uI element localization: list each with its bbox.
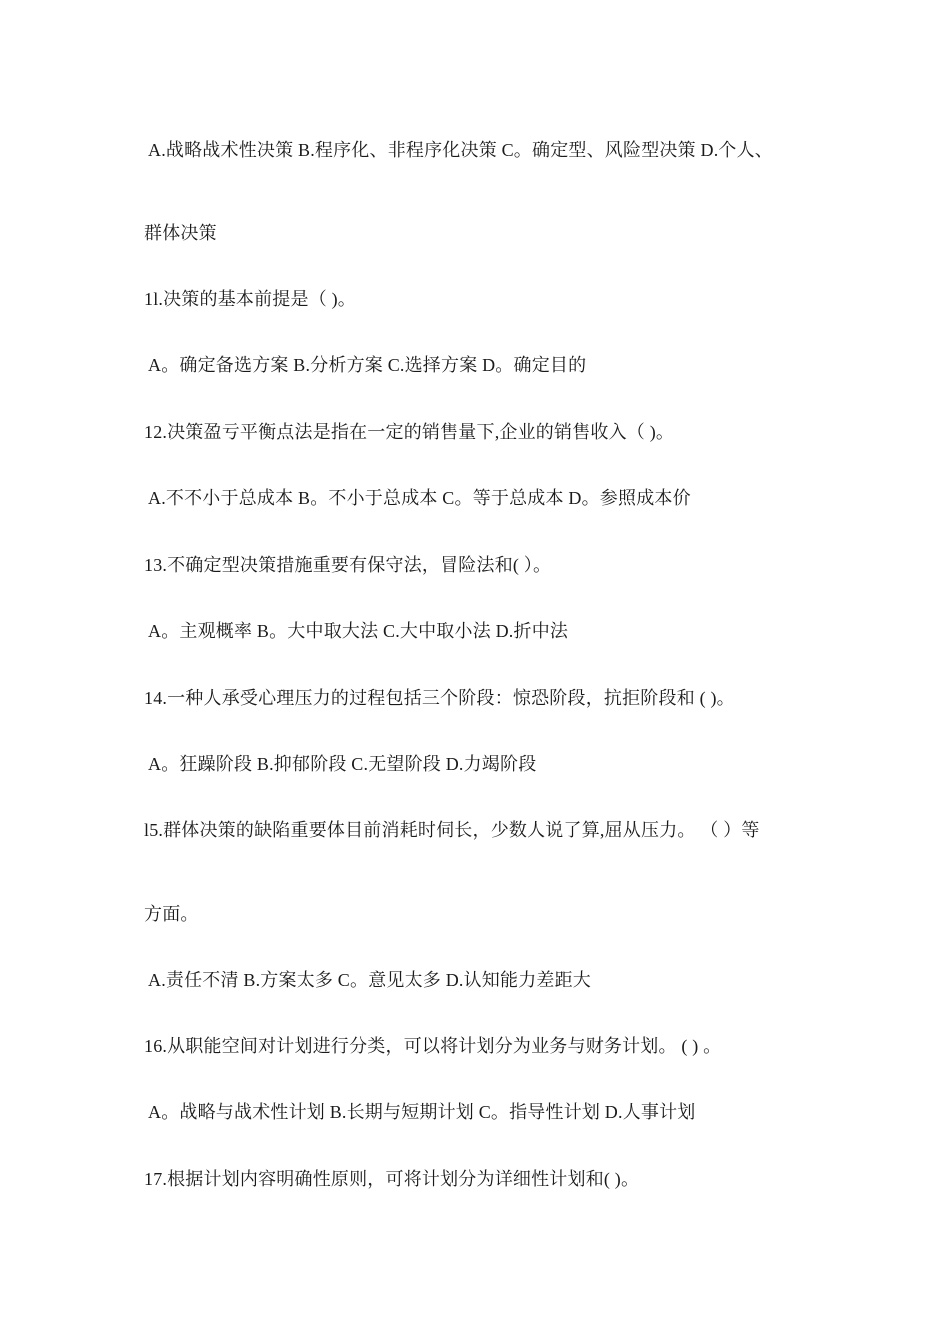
question-15-line-1: l5.群体决策的缺陷重要体目前消耗时伺长，少数人说了算,屈从压力。 （ ）等 bbox=[144, 820, 760, 840]
question-15-line-2: 方面。 bbox=[144, 904, 199, 924]
question-11: 1l.决策的基本前提是（ )。 bbox=[144, 289, 356, 309]
q13-options: A。主观概率 B。大中取大法 C.大中取小法 D.折中法 bbox=[148, 621, 569, 641]
question-12: 12.决策盈亏平衡点法是指在一定的销售量下,企业的销售收入（ )。 bbox=[144, 422, 675, 442]
q10-options-line-2: 群体决策 bbox=[144, 223, 217, 243]
q12-options: A.不不小于总成本 B。不小于总成本 C。等于总成本 D。参照成本价 bbox=[148, 488, 691, 508]
q14-options: A。狂躁阶段 B.抑郁阶段 C.无望阶段 D.力竭阶段 bbox=[148, 754, 537, 774]
question-16: 16.从职能空间对计划进行分类，可以将计划分为业务与财务计划。 ( ) 。 bbox=[144, 1036, 722, 1056]
q16-options: A。战略与战术性计划 B.长期与短期计划 C。指导性计划 D.人事计划 bbox=[148, 1102, 696, 1122]
q10-options-line-1: A.战略战术性决策 B.程序化、非程序化决策 C。确定型、风险型决策 D.个人、 bbox=[148, 140, 774, 160]
question-14: 14.一种人承受心理压力的过程包括三个阶段：惊恐阶段，抗拒阶段和 ( )。 bbox=[144, 688, 735, 708]
question-17: 17.根据计划内容明确性原则，可将计划分为详细性计划和( )。 bbox=[144, 1169, 640, 1189]
question-13: 13.不确定型决策措施重要有保守法，冒险法和( ）。 bbox=[144, 555, 552, 575]
q15-options: A.责任不清 B.方案太多 C。意见太多 D.认知能力差距大 bbox=[148, 970, 592, 990]
q11-options: A。确定备选方案 B.分析方案 C.选择方案 D。确定目的 bbox=[148, 355, 587, 375]
